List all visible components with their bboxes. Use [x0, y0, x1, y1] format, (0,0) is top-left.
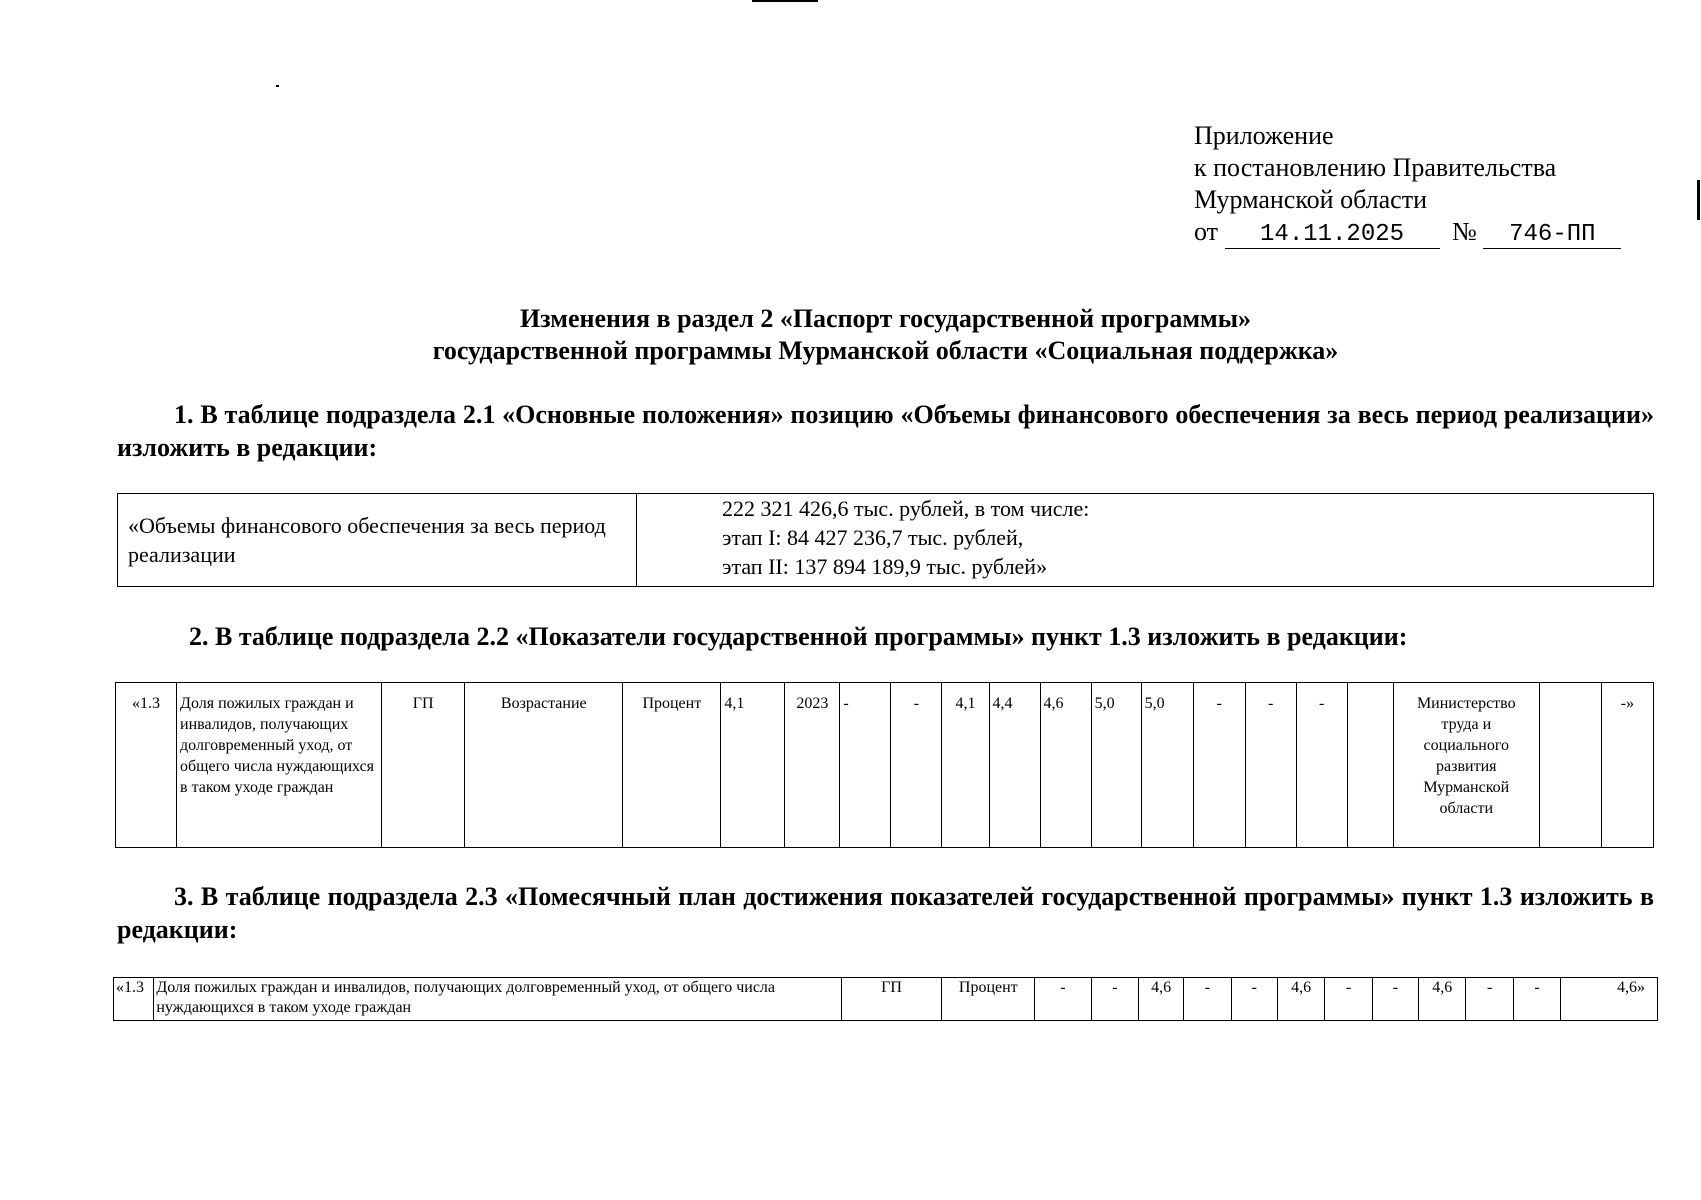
- decree-date: 14.11.2025: [1225, 222, 1440, 249]
- cell-value: -: [1245, 683, 1296, 848]
- paragraph-1: 1. В таблице подраздела 2.1 «Основные положения» позицию «Объемы финансового обеспечения за весь период реализации» изложить в редакции:: [117, 400, 1654, 462]
- cell-empty: [1539, 683, 1601, 848]
- cell-month-value: -: [1372, 978, 1418, 1021]
- cell-base-value: 4,1: [721, 683, 785, 848]
- cell-value: -: [1296, 683, 1347, 848]
- table-row: [116, 683, 1654, 848]
- paragraph-3: 3. В таблице подраздела 2.3 «Помесячный план достижения показателей государственной программы» пункт 1.3 изложить в редакции:: [117, 882, 1654, 944]
- cell-indicator-name: Доля пожилых граждан и инвалидов, получающих долговременный уход, от общего числа нуждающихся в таком уходе граждан: [154, 978, 841, 1021]
- cell-empty: [1347, 683, 1393, 848]
- funding-stage-2: этап II: 137 894 189,9 тыс. рублей»: [722, 554, 1048, 579]
- table-row: [118, 494, 1654, 587]
- scan-mark-top: [752, 0, 818, 2]
- cell-item-number: «1.3: [116, 683, 177, 848]
- cell-month-value: -: [1325, 978, 1372, 1021]
- funding-total: 222 321 426,6 тыс. рублей, в том числе:: [722, 496, 1090, 521]
- appendix-line-2: к постановлению Правительства: [1194, 153, 1557, 182]
- table-row: [114, 978, 1658, 1021]
- scan-mark-dot: [276, 85, 279, 87]
- funding-value-cell: [637, 494, 1654, 587]
- paragraph-2: 2. В таблице подраздела 2.2 «Показатели государственной программы» пункт 1.3 изложить в редакции:: [189, 622, 1408, 651]
- cell-unit: Процент: [942, 978, 1035, 1021]
- cell-month-value: 4,6: [1278, 978, 1325, 1021]
- cell-unit: Процент: [623, 683, 721, 848]
- appendix-block: [1194, 120, 1621, 249]
- cell-base-year: 2023: [785, 683, 840, 848]
- indicators-table: [115, 682, 1654, 848]
- funding-stage-1: этап I: 84 427 236,7 тыс. рублей,: [722, 525, 1024, 550]
- cell-month-value: 4,6: [1419, 978, 1466, 1021]
- cell-value: -: [891, 683, 942, 848]
- cell-month-value: -: [1513, 978, 1560, 1021]
- title-line-2: государственной программы Мурманской области «Социальная поддержка»: [432, 336, 1339, 365]
- cell-value: -: [1193, 683, 1245, 848]
- cell-responsible-body: Министерство труда и социального развития Мурманской области: [1393, 683, 1539, 848]
- cell-month-value: -: [1231, 978, 1277, 1021]
- cell-value: -: [840, 683, 891, 848]
- cell-year-end-value: 4,6»: [1561, 978, 1658, 1021]
- cell-value: 4,6: [1040, 683, 1091, 848]
- cell-month-value: 4,6: [1138, 978, 1183, 1021]
- cell-value: 4,1: [942, 683, 989, 848]
- cell-level: ГП: [382, 683, 465, 848]
- cell-month-value: -: [1184, 978, 1231, 1021]
- cell-row-end: -»: [1601, 683, 1653, 848]
- cell-indicator-name: Доля пожилых граждан и инвалидов, получающих долговременный уход, от общего числа нуждающихся в таком уходе граждан: [177, 683, 382, 848]
- date-prefix: от: [1194, 217, 1219, 246]
- scan-mark-right: [1697, 180, 1700, 220]
- appendix-line-1: Приложение: [1194, 121, 1334, 150]
- cell-value: 5,0: [1141, 683, 1193, 848]
- cell-item-number: «1.3: [114, 978, 154, 1021]
- funding-table: [117, 493, 1654, 587]
- cell-value: 4,4: [989, 683, 1040, 848]
- cell-month-value: -: [1466, 978, 1513, 1021]
- document-title: [117, 303, 1654, 367]
- appendix-line-3: Мурманской области: [1194, 185, 1427, 214]
- cell-level: ГП: [841, 978, 942, 1021]
- title-line-1: Изменения в раздел 2 «Паспорт государственной программы»: [519, 304, 1252, 333]
- cell-value: 5,0: [1091, 683, 1141, 848]
- monthly-plan-table: [113, 977, 1658, 1021]
- appendix-date-line: [1194, 216, 1621, 249]
- decree-number: 746-ПП: [1483, 222, 1621, 249]
- cell-trend: Возрастание: [465, 683, 623, 848]
- funding-label-cell: «Объемы финансового обеспечения за весь период реализации: [118, 494, 637, 587]
- cell-month-value: -: [1035, 978, 1091, 1021]
- number-prefix: №: [1452, 217, 1477, 246]
- cell-month-value: -: [1091, 978, 1138, 1021]
